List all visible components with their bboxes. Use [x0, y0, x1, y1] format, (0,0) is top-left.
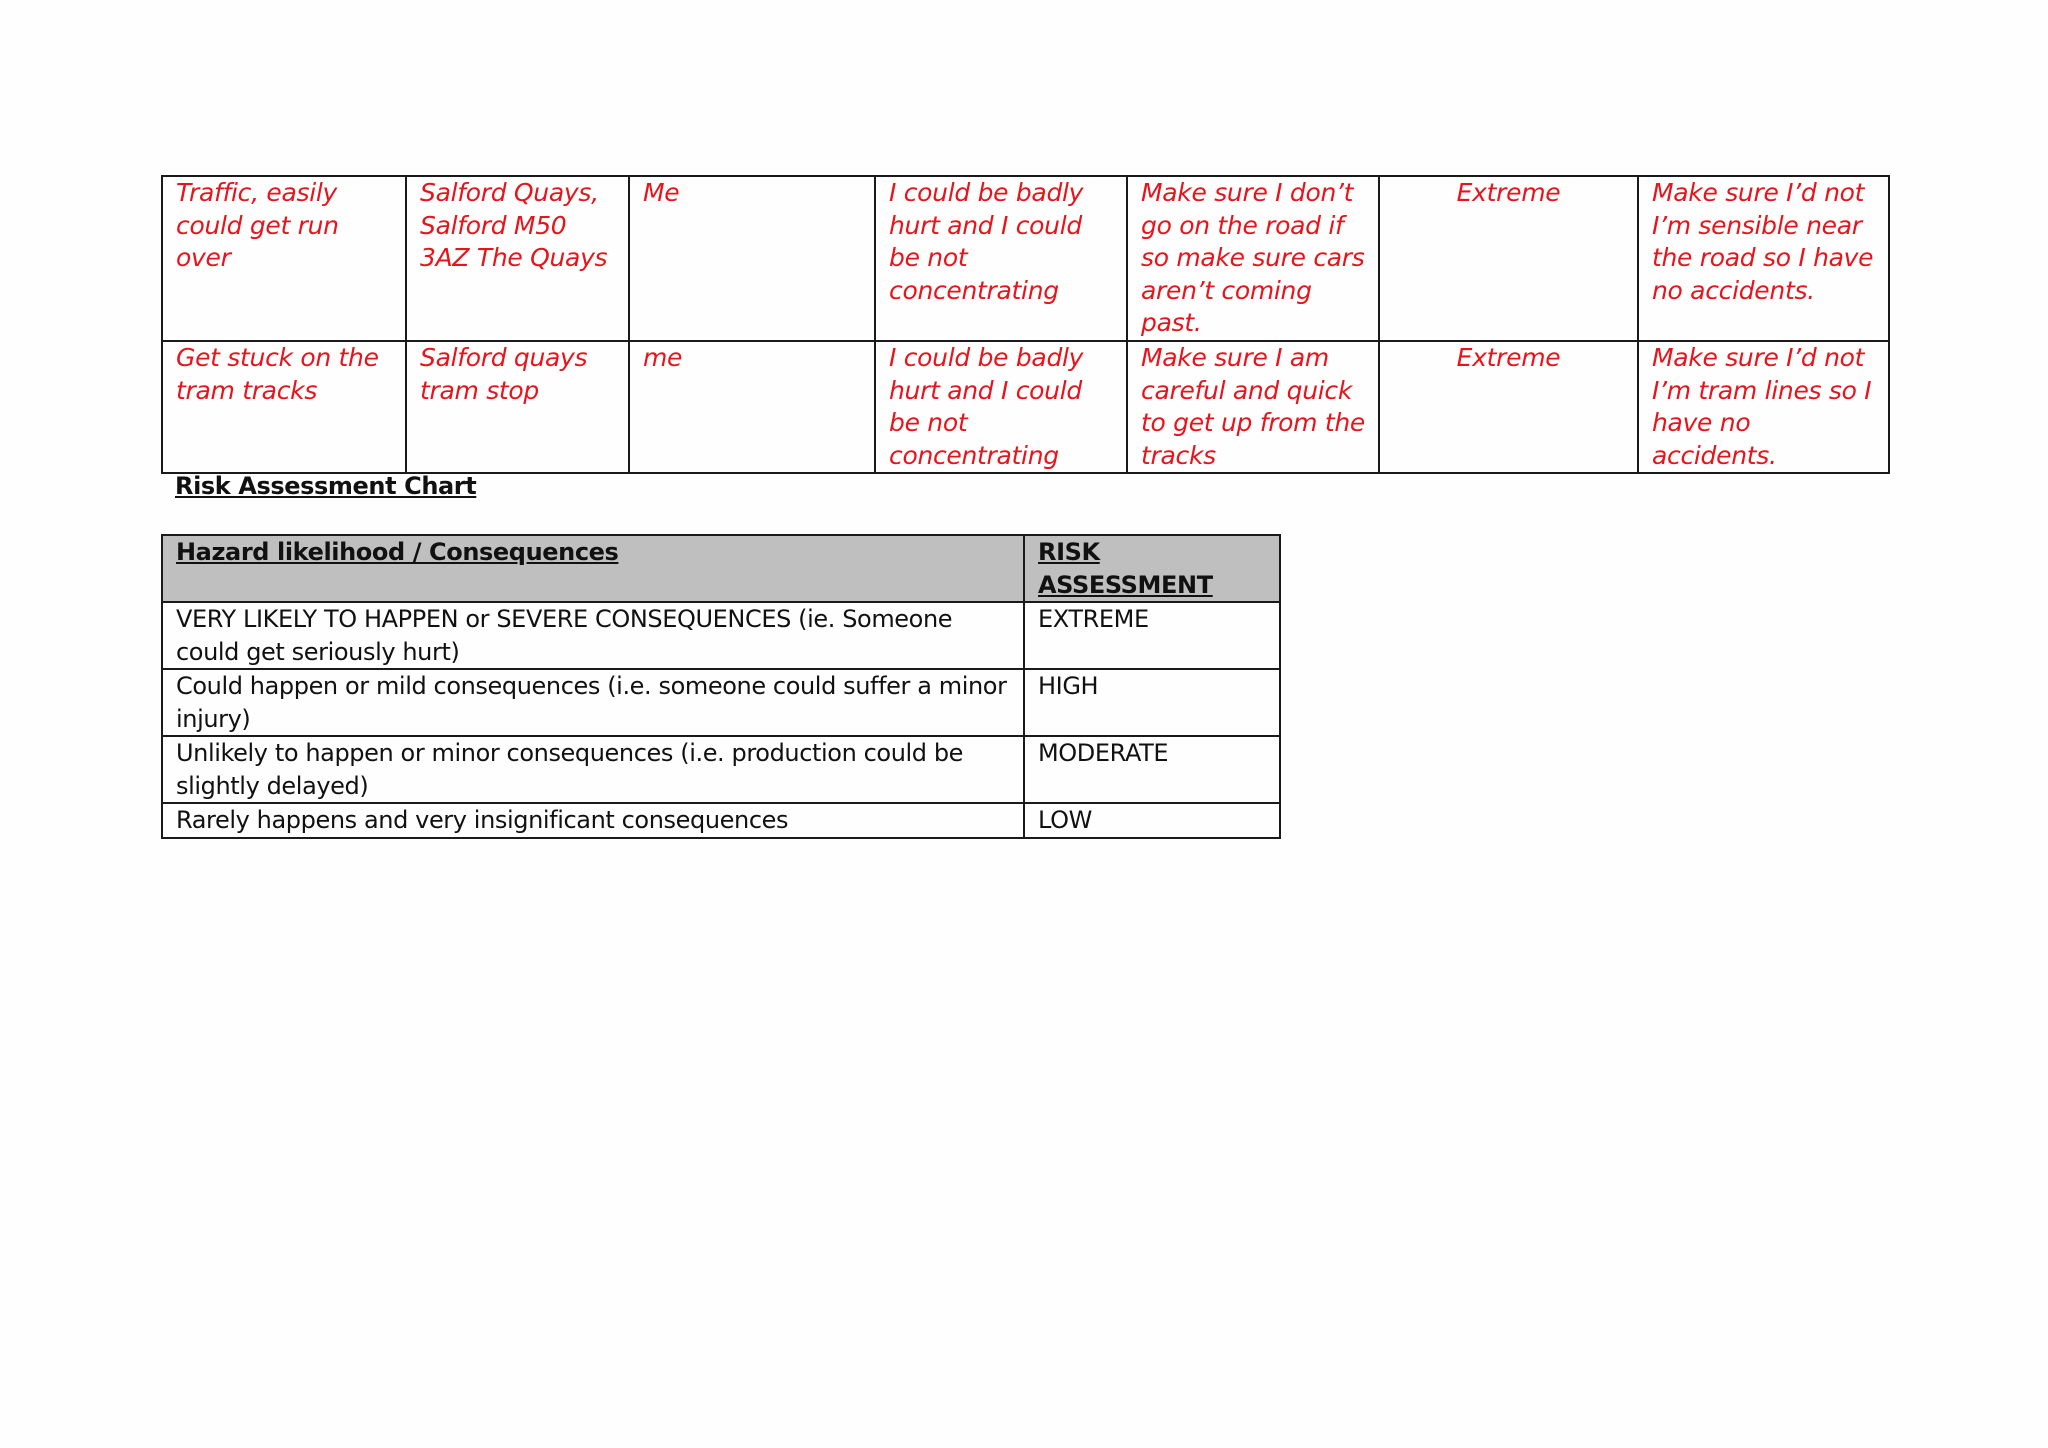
likelihood-cell: Could happen or mild consequences (i.e. someone could suffer a minor injury): [162, 669, 1024, 736]
likelihood-column-header: Hazard likelihood / Consequences: [162, 535, 1024, 602]
harm-cell: I could be badly hurt and I could be not concentrating: [875, 341, 1127, 473]
assessment-cell: MODERATE: [1024, 736, 1280, 803]
table-header-row: [162, 535, 1280, 602]
hazard-row: [162, 176, 1889, 341]
table-row: [162, 602, 1280, 669]
risk-level-cell: Extreme: [1379, 176, 1638, 341]
risk-level-cell: Extreme: [1379, 341, 1638, 473]
control-cell: Make sure I don’t go on the road if so make sure cars aren’t coming past.: [1127, 176, 1379, 341]
who-cell: me: [629, 341, 875, 473]
location-cell: Salford quays tram stop: [406, 341, 629, 473]
who-cell: Me: [629, 176, 875, 341]
table-row: [162, 803, 1280, 838]
control-cell: Make sure I am careful and quick to get up from the tracks: [1127, 341, 1379, 473]
likelihood-cell: Unlikely to happen or minor consequences (i.e. production could be slightly delayed): [162, 736, 1024, 803]
action-cell: Make sure I’d not I’m sensible near the road so I have no accidents.: [1638, 176, 1889, 341]
hazard-cell: Traffic, easily could get run over: [162, 176, 406, 341]
risk-assessment-table: [161, 534, 1281, 839]
assessment-cell: LOW: [1024, 803, 1280, 838]
assessment-cell: HIGH: [1024, 669, 1280, 736]
risk-chart-heading: Risk Assessment Chart: [175, 472, 477, 500]
hazard-table: [161, 175, 1890, 474]
assessment-column-header: RISK ASSESSMENT: [1024, 535, 1280, 602]
harm-cell: I could be badly hurt and I could be not concentrating: [875, 176, 1127, 341]
table-row: [162, 669, 1280, 736]
hazard-row: [162, 341, 1889, 473]
action-cell: Make sure I’d not I’m tram lines so I have no accidents.: [1638, 341, 1889, 473]
location-cell: Salford Quays, Salford M50 3AZ The Quays: [406, 176, 629, 341]
likelihood-cell: VERY LIKELY TO HAPPEN or SEVERE CONSEQUENCES (ie. Someone could get seriously hurt): [162, 602, 1024, 669]
hazard-cell: Get stuck on the tram tracks: [162, 341, 406, 473]
assessment-cell: EXTREME: [1024, 602, 1280, 669]
likelihood-cell: Rarely happens and very insignificant consequences: [162, 803, 1024, 838]
table-row: [162, 736, 1280, 803]
